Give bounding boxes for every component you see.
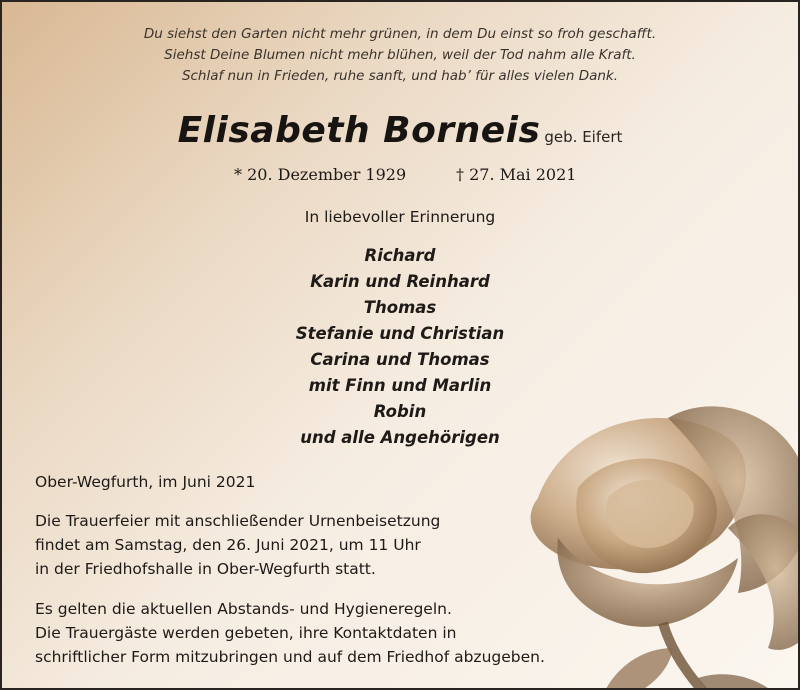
poem-line: Du siehst den Garten nicht mehr grünen, in dem Du einst so froh geschafft. [143, 26, 657, 42]
funeral-info-line: in der Friedhofshalle in Ober-Wegfurth statt. [35, 560, 376, 578]
birth-date: * 20. Dezember 1929 [234, 165, 407, 184]
poem-line: Schlaf nun in Frieden, ruhe sanft, und hab’ für alles vielen Dank. [181, 68, 619, 84]
mourner: Stefanie und Christian [295, 324, 505, 343]
mourner: Richard [364, 246, 436, 265]
mourners-list [2, 243, 798, 451]
mourner: und alle Angehörigen [300, 428, 500, 447]
death-date: † 27. Mai 2021 [456, 165, 577, 184]
mourner: Karin und Reinhard [310, 272, 490, 291]
hygiene-info-line: Es gelten die aktuellen Abstands- und Hygieneregeln. [35, 600, 452, 618]
funeral-info-line: Die Trauerfeier mit anschließender Urnenbeisetzung [35, 512, 441, 530]
maiden-name: geb. Eifert [544, 128, 623, 146]
funeral-info-line: findet am Samstag, den 26. Juni 2021, um 11 Uhr [35, 536, 421, 554]
poem-line: Siehst Deine Blumen nicht mehr blühen, weil der Tod nahm alle Kraft. [164, 47, 636, 63]
place-date: Ober-Wegfurth, im Juni 2021 [35, 473, 256, 491]
mourner: mit Finn und Marlin [308, 376, 492, 395]
poem [2, 24, 798, 87]
memory-line: In liebevoller Erinnerung [304, 208, 496, 226]
hygiene-info-line: schriftlicher Form mitzubringen und auf dem Friedhof abzugeben. [35, 648, 545, 666]
hygiene-info [35, 597, 545, 669]
mourner: Carina und Thomas [310, 350, 490, 369]
deceased-name: Elisabeth Borneis [177, 110, 541, 151]
mourner: Robin [373, 402, 427, 421]
deceased-name-row [2, 110, 798, 151]
hygiene-info-line: Die Trauergäste werden gebeten, ihre Kontaktdaten in [35, 624, 457, 642]
funeral-info [35, 509, 440, 581]
mourner: Thomas [363, 298, 437, 317]
